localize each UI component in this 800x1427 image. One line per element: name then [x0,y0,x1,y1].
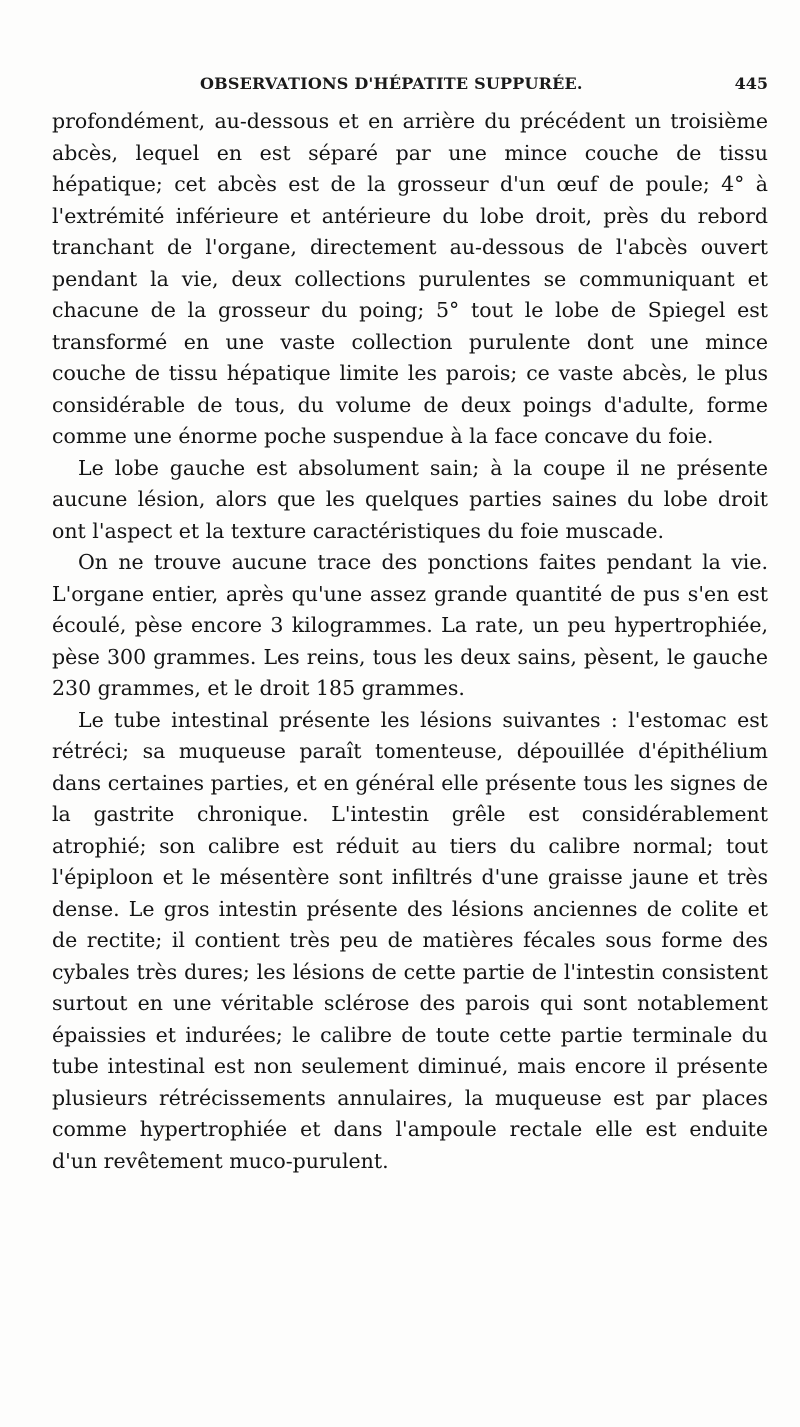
running-title: OBSERVATIONS D'HÉPATITE SUPPURÉE. [200,74,583,93]
paragraph: Le lobe gauche est absolument sain; à la coupe il ne présente aucune lésion, alors que les quelques parties saines du lobe droit ont l'aspect et la texture caractéristiques du foie muscade. [52,455,768,543]
paragraph: Le tube intestinal présente les lésions suivantes : l'estomac est rétréci; sa muqueuse paraît tomenteuse, dépouillée d'épithélium dans certaines parties, et en général elle présente tous les signes de la gastrite chronique. L'intestin grêle est considérablement atrophié; son calibre est réduit au tiers du calibre normal; tout l'épiploon et le mésentère sont infiltrés d'une graisse jaune et très dense. Le gros intestin présente des lésions anciennes de colite et de rectite; il contient très peu de matières fécales sous forme des cybales très dures; les lésions de cette partie de l'intestin consistent surtout en une véritable sclérose des parois qui sont notablement épaissies et indurées; le calibre de toute cette partie terminale du tube intestinal est non seulement diminué, mais encore il présente plusieurs rétrécissements annulaires, la muqueuse est par places comme hypertrophiée et dans l'ampoule rectale elle est enduite d'un revêtement muco-purulent. [52,707,768,1173]
page-number: 445 [734,74,768,93]
paragraph: On ne trouve aucune trace des ponctions faites pendant la vie. L'organe entier, après qu'une assez grande quantité de pus s'en est écoulé, pèse encore 3 kilogrammes. La rate, un peu hypertrophiée, pèse 300 grammes. Les reins, tous les deux sains, pèsent, le gauche 230 grammes, et le droit 185 grammes. [52,550,768,700]
paragraph: profondément, au-dessous et en arrière du précédent un troisième abcès, lequel en est séparé par une mince couche de tissu hépatique; cet abcès est de la grosseur d'un œuf de poule; 4° à l'extrémité inférieure et antérieure du lobe droit, près du rebord tranchant de l'organe, directement au-dessous de l'abcès ouvert pendant la vie, deux collections purulentes se communiquant et chacune de la grosseur du poing; 5° tout le lobe de Spiegel est transformé en une vaste collection purulente dont une mince couche de tissu hépatique limite les parois; ce vaste abcès, le plus considérable de tous, du volume de deux poings d'adulte, forme comme une énorme poche suspendue à la face concave du foie. [52,109,768,448]
page-header [52,70,768,100]
body-text [52,106,768,1177]
